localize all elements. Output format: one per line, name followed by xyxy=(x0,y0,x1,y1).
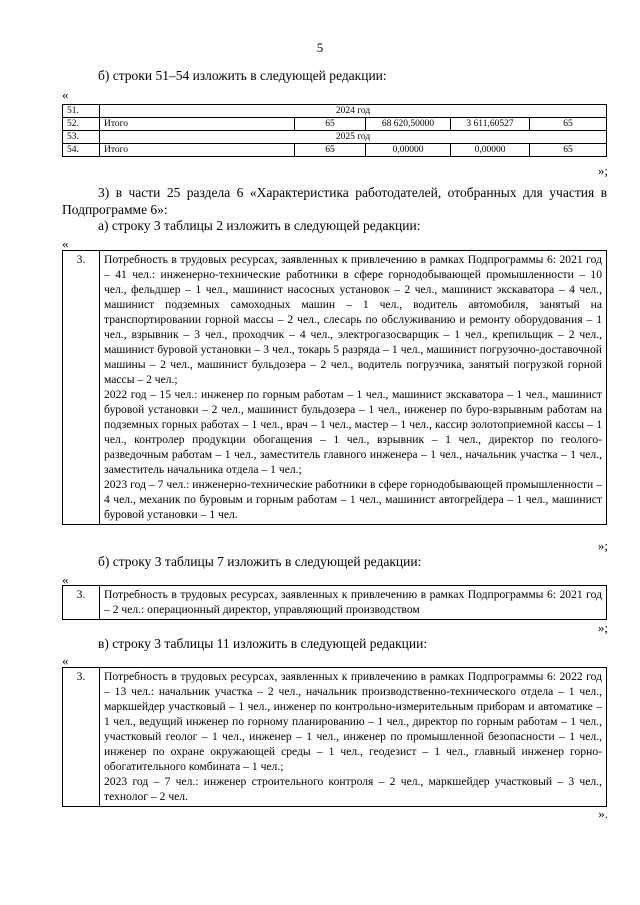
paragraph: Потребность в трудовых ресурсах, заявленных к привлечению в рамках Подпрограммы 6: 2022 год – 13 чел.: начальник участка – 2 чел., начальник производственно-технического отдела – 1 чел., маркшейдер участковый – 1 чел., инженер по контрольно-измерительным приборам и автоматике – 1 чел., ведущий инженер по горному планированию – 1 чел., директор по горным работам – 1 чел., участковый геолог – 1 чел., инженер – 1 чел., инженер по промышленной безопасности – 1 чел., инженер по охране окружающей среды – 1 чел., геодезист – 1 чел., главный инженер горно-обогатительного комбината – 1 чел.; xyxy=(104,670,602,773)
close-quote: »; xyxy=(597,163,608,178)
row-number: 3. xyxy=(63,668,100,807)
row-number: 3. xyxy=(63,586,100,620)
value-cell: 65 xyxy=(295,144,366,157)
open-quote: « xyxy=(62,572,69,587)
row-number: 54. xyxy=(63,144,100,157)
paragraph: Потребность в трудовых ресурсах, заявленных к привлечению в рамках Подпрограммы 6: 2021 год – 41 чел.: инженерно-технические работники в сфере горнодобывающей промышленности – 10 чел., фельдшер – 1 чел., машинист насосных установок – 2 чел., машинист экскаватора – 4 чел., машинист подземных самоходных машин – 1 чел., водитель автомобиля, занятый на транспортировании горной массы – 2 чел., слесарь по обслуживанию и ремонту оборудования – 1 чел., взрывник – 3 чел., проходчик – 4 чел., электрогазосварщик – 1 чел., крепильщик – 2 чел., машинист буровой установки – 3 чел., токарь 5 разряда – 1 чел., машинист погрузочно-доставочной машины – 2 чел., машинист бульдозера – 2 чел., водитель погрузчика, занятый погрузкой горной массы – 2 чел.; xyxy=(104,253,602,386)
row-content xyxy=(100,251,607,525)
value-cell: 65 xyxy=(295,118,366,131)
section-b-heading: б) строки 51–54 изложить в следующей редакции: xyxy=(98,68,387,83)
table-row xyxy=(63,251,607,525)
value-cell: 0,00000 xyxy=(366,144,451,157)
table-2-row-3 xyxy=(62,250,607,525)
value-cell: 65 xyxy=(530,144,607,157)
row-number: 3. xyxy=(63,251,100,525)
table-row xyxy=(63,118,607,131)
row-number: 53. xyxy=(63,131,100,144)
close-quote: ». xyxy=(598,806,608,821)
close-quote: »; xyxy=(597,620,608,635)
value-cell: 0,00000 xyxy=(451,144,530,157)
open-quote: « xyxy=(62,87,69,102)
section-c-heading: в) строку 3 таблицы 11 изложить в следующей редакции: xyxy=(98,636,428,651)
open-quote: « xyxy=(62,653,69,668)
section-a-heading: а) строку 3 таблицы 2 изложить в следующей редакции: xyxy=(98,218,421,233)
paragraph: 2022 год – 15 чел.: инженер по горным работам – 1 чел., машинист экскаватора – 1 чел., машинист буровой установки – 2 чел., машинист бульдозера – 1 чел., инженер по буро-взрывным работам на подземных горных работах – 1 чел., врач – 1 чел., мастер – 1 чел., кассир золотоприемной кассы – 1 чел., контролер продукции обогащения – 1 чел., взрывник – 1 чел., директор по геолого-разведочным работам – 1 чел., заместитель главного инженера – 1 чел., начальник участка – 1 чел., заместитель начальника отдела – 1 чел.; xyxy=(104,388,602,476)
table-11-row-3 xyxy=(62,667,607,807)
year-label: 2024 год xyxy=(100,105,607,118)
paragraph: 2023 год – 7 чел.: инженер строительного контроля – 2 чел., маркшейдер участковый – 3 чел., технолог – 2 чел. xyxy=(104,775,602,803)
row-label: Итого xyxy=(100,118,295,131)
section-b-heading: б) строку 3 таблицы 7 изложить в следующей редакции: xyxy=(98,554,422,569)
row-content xyxy=(100,586,607,620)
row-content xyxy=(100,668,607,807)
table-7-row-3 xyxy=(62,585,607,620)
value-cell: 3 611,60527 xyxy=(451,118,530,131)
table-row xyxy=(63,105,607,118)
row-number: 52. xyxy=(63,118,100,131)
year-label: 2025 год xyxy=(100,131,607,144)
value-cell: 65 xyxy=(530,118,607,131)
table-row xyxy=(63,144,607,157)
paragraph: 2023 год – 7 чел.: инженерно-технические работники в сфере горнодобывающей промышленности – 4 чел., механик по буровым и горным работам – 1 чел., машинист автогрейдера – 1 чел., машинист буровой установки – 1 чел. xyxy=(104,478,602,521)
table-row xyxy=(63,131,607,144)
rows-51-54-table xyxy=(62,104,607,157)
close-quote: »; xyxy=(597,538,608,553)
section-3-intro: 3) в части 25 раздела 6 «Характеристика работодателей, отобранных для участия в Подпрограмме 6»: xyxy=(62,185,607,217)
value-cell: 68 620,50000 xyxy=(366,118,451,131)
open-quote: « xyxy=(62,236,69,251)
table-row xyxy=(63,668,607,807)
page-number: 5 xyxy=(316,40,324,55)
row-number: 51. xyxy=(63,105,100,118)
row-label: Итого xyxy=(100,144,295,157)
table-row xyxy=(63,586,607,620)
paragraph: Потребность в трудовых ресурсах, заявленных к привлечению в рамках Подпрограммы 6: 2021 год – 2 чел.: операционный директор, управляющий производством xyxy=(104,588,602,616)
